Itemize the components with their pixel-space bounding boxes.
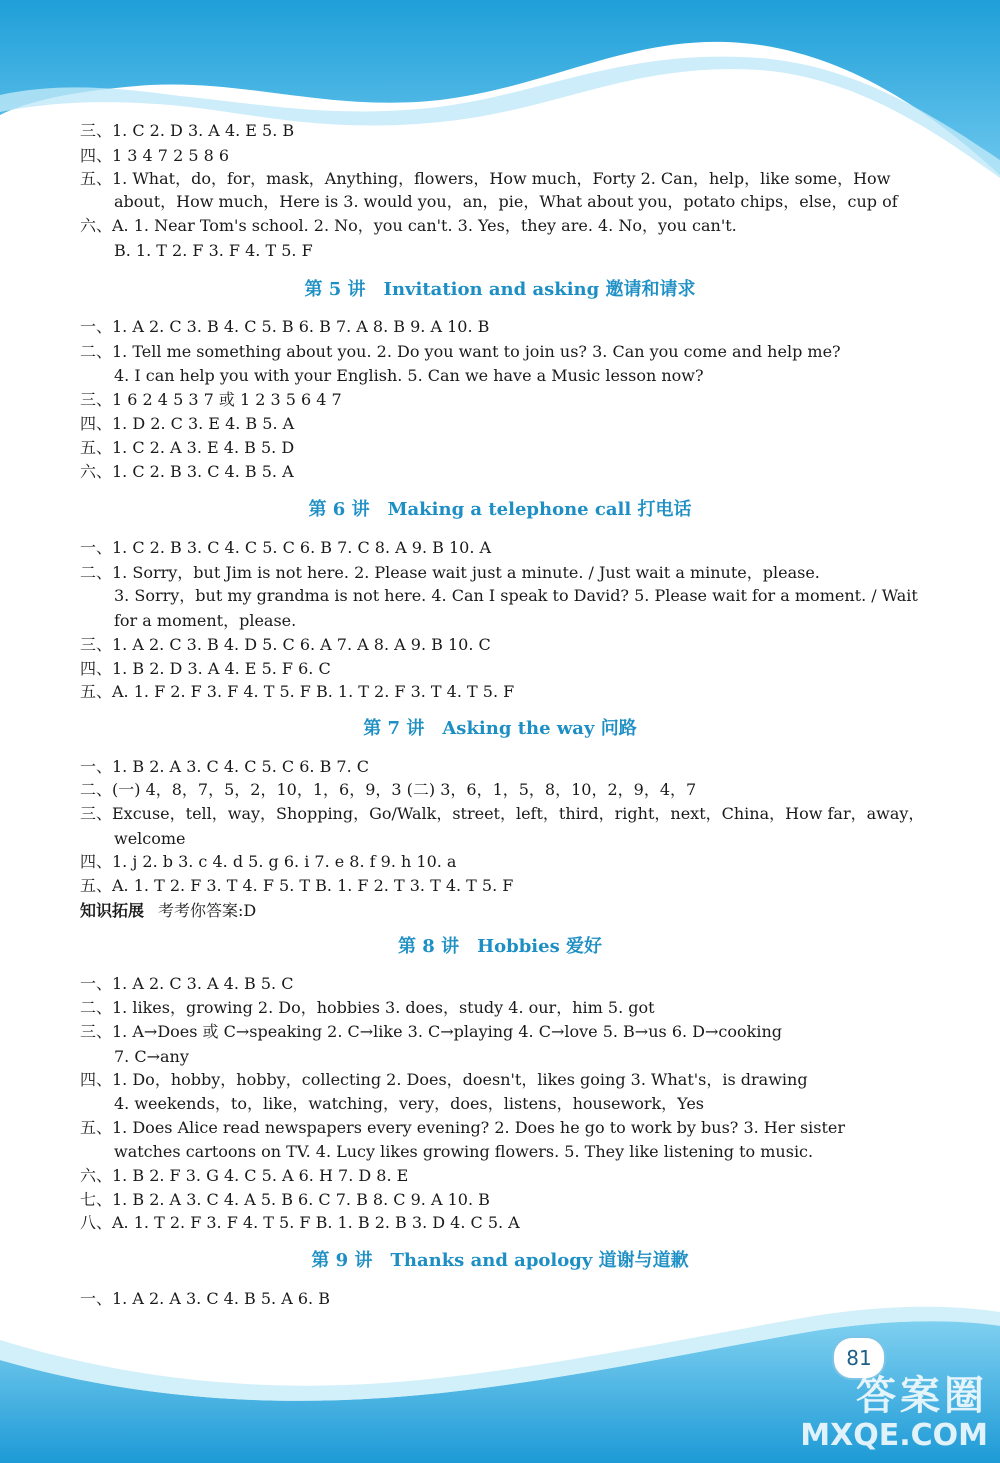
- answer-line: 五、1. C 2. A 3. E 4. B 5. D: [80, 438, 295, 457]
- section-heading-9: [0, 1248, 1000, 1274]
- answer-line: 一、1. B 2. A 3. C 4. C 5. C 6. B 7. C: [80, 757, 370, 776]
- watermark-logo-text: 答案圈: [856, 1373, 988, 1419]
- answer-line: 六、A. 1. Near Tom's school. 2. No，you can't. 3. Yes，they are. 4. No，you can't.: [80, 216, 737, 235]
- extension-answer: 考考你答案:D: [158, 901, 257, 920]
- heading-title: Thanks and apology 道谢与道歉: [390, 1250, 689, 1271]
- answer-line: 七、1. B 2. A 3. C 4. A 5. B 6. C 7. B 8. C 9. A 10. B: [80, 1190, 490, 1209]
- answer-line: 4. weekends，to，like，watching，very，does，listens，housework，Yes: [114, 1094, 705, 1113]
- answer-line: 一、1. A 2. C 3. A 4. B 5. C: [80, 974, 294, 993]
- answer-line: 四、1. Do，hobby，hobby，collecting 2. Does，doesn't，likes going 3. What's，is drawing: [80, 1070, 808, 1089]
- page-number: 81: [832, 1336, 886, 1380]
- answer-line: 六、1. B 2. F 3. G 4. C 5. A 6. H 7. D 8. E: [80, 1166, 409, 1185]
- heading-number: 第 5 讲: [304, 279, 366, 300]
- heading-number: 第 9 讲: [311, 1250, 373, 1271]
- answer-line: about，How much，Here is 3. would you，an，pie，What about you，potato chips，else，cup of: [114, 192, 898, 211]
- section-heading-7: [0, 716, 1000, 742]
- site-watermark: [800, 1373, 988, 1453]
- answer-line: 五、1. Does Alice read newspapers every evening? 2. Does he go to work by bus? 3. Her sister: [80, 1118, 846, 1137]
- answer-line: 三、Excuse，tell，way，Shopping，Go/Walk，street，left，third，right，next，China，How far，away，: [80, 804, 925, 823]
- answer-line: 八、A. 1. T 2. F 3. F 4. T 5. F B. 1. B 2. B 3. D 4. C 5. A: [80, 1213, 520, 1232]
- answer-line: welcome: [114, 829, 186, 848]
- heading-number: 第 7 讲: [363, 718, 425, 739]
- answer-line: 五、1. What，do，for，mask，Anything，flowers，How much，Forty 2. Can，help，like some，How: [80, 169, 891, 188]
- answer-line: 四、1. B 2. D 3. A 4. E 5. F 6. C: [80, 659, 331, 678]
- section-heading-8: [0, 934, 1000, 960]
- section-heading-5: [0, 277, 1000, 303]
- answer-line: 六、1. C 2. B 3. C 4. B 5. A: [80, 462, 294, 481]
- heading-title: Hobbies 爱好: [477, 936, 602, 957]
- answer-line: 二、1. likes，growing 2. Do，hobbies 3. does，study 4. our，him 5. got: [80, 998, 655, 1017]
- knowledge-extension: [80, 900, 256, 922]
- answer-line: 三、1. C 2. D 3. A 4. E 5. B: [80, 121, 295, 140]
- answer-line: 4. I can help you with your English. 5. Can we have a Music lesson now?: [114, 366, 704, 385]
- answer-line: 四、1. j 2. b 3. c 4. d 5. g 6. i 7. e 8. f 9. h 10. a: [80, 852, 457, 871]
- answer-line: 二、1. Tell me something about you. 2. Do you want to join us? 3. Can you come and help me?: [80, 342, 841, 361]
- answer-line: 四、1 3 4 7 2 5 8 6: [80, 146, 230, 165]
- heading-number: 第 6 讲: [308, 499, 370, 520]
- answer-line: 二、1. Sorry，but Jim is not here. 2. Please wait just a minute. / Just wait a minute，please.: [80, 563, 820, 582]
- answer-line: 三、1 6 2 4 5 3 7 或 1 2 3 5 6 4 7: [80, 390, 342, 409]
- answer-line: 三、1. A→Does 或 C→speaking 2. C→like 3. C→playing 4. C→love 5. B→us 6. D→cooking: [80, 1022, 782, 1041]
- answer-line: for a moment，please.: [114, 611, 297, 630]
- answer-line: 三、1. A 2. C 3. B 4. D 5. C 6. A 7. A 8. A 9. B 10. C: [80, 635, 491, 654]
- answer-line: 一、1. A 2. C 3. B 4. C 5. B 6. B 7. A 8. B 9. A 10. B: [80, 317, 490, 336]
- heading-title: Asking the way 问路: [442, 718, 637, 739]
- answer-line: 二、(一) 4，8，7，5，2，10，1，6，9，3 (二) 3，6，1，5，8，10，2，9，4，7: [80, 780, 697, 799]
- watermark-url: MXQE.COM: [800, 1418, 988, 1453]
- answer-line: 7. C→any: [114, 1047, 189, 1066]
- answer-line: 一、1. C 2. B 3. C 4. C 5. C 6. B 7. C 8. A 9. B 10. A: [80, 538, 492, 557]
- heading-number: 第 8 讲: [398, 936, 460, 957]
- answer-line: B. 1. T 2. F 3. F 4. T 5. F: [114, 241, 313, 260]
- section-heading-6: [0, 497, 1000, 523]
- answer-line: 五、A. 1. F 2. F 3. F 4. T 5. F B. 1. T 2. F 3. T 4. T 5. F: [80, 682, 515, 701]
- answer-line: watches cartoons on TV. 4. Lucy likes growing flowers. 5. They like listening to music.: [114, 1142, 814, 1161]
- heading-title: Invitation and asking 邀请和请求: [383, 279, 696, 300]
- answer-line: 五、A. 1. T 2. F 3. T 4. F 5. T B. 1. F 2. T 3. T 4. T 5. F: [80, 876, 514, 895]
- answer-line: 一、1. A 2. A 3. C 4. B 5. A 6. B: [80, 1289, 330, 1308]
- extension-label: 知识拓展: [80, 901, 145, 920]
- answer-line: 四、1. D 2. C 3. E 4. B 5. A: [80, 414, 295, 433]
- heading-title: Making a telephone call 打电话: [387, 499, 692, 520]
- answer-line: 3. Sorry，but my grandma is not here. 4. Can I speak to David? 5. Please wait for a moment. / Wait: [114, 586, 918, 605]
